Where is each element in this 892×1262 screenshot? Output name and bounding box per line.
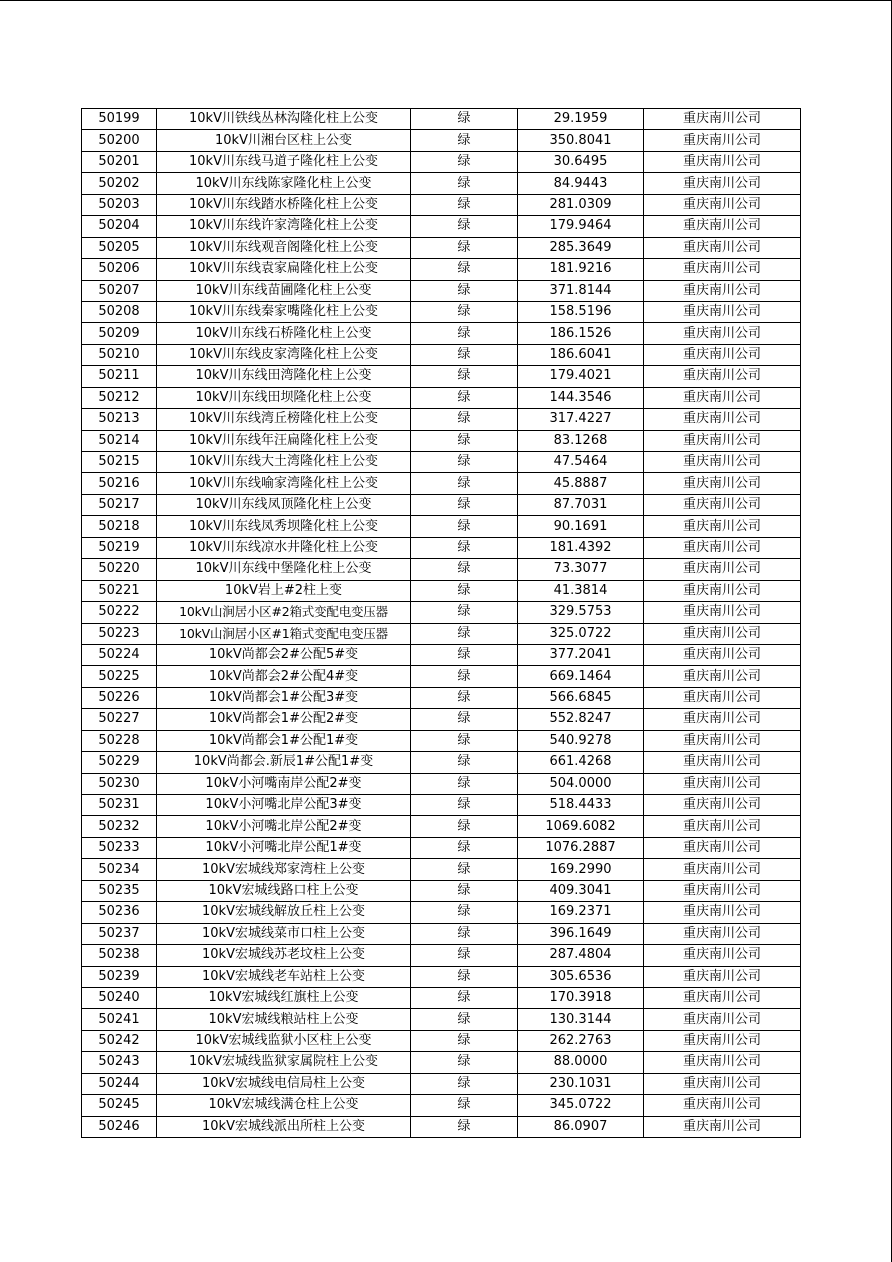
table-row xyxy=(82,880,801,901)
cell-id: 50214 xyxy=(82,430,157,451)
cell-name: 10kV川东线凉水井隆化柱上公变 xyxy=(157,537,411,558)
cell-value: 186.6041 xyxy=(518,344,644,365)
cell-id: 50211 xyxy=(82,366,157,387)
cell-value: 1076.2887 xyxy=(518,837,644,858)
table-row xyxy=(82,644,801,665)
cell-id: 50237 xyxy=(82,923,157,944)
cell-name: 10kV宏城线电信局柱上公变 xyxy=(157,1073,411,1094)
cell-color: 绿 xyxy=(411,537,518,558)
cell-color: 绿 xyxy=(411,1030,518,1051)
table-row xyxy=(82,1116,801,1137)
cell-company: 重庆南川公司 xyxy=(644,237,801,258)
transformer-table xyxy=(81,108,801,1138)
cell-company: 重庆南川公司 xyxy=(644,1095,801,1116)
cell-color: 绿 xyxy=(411,709,518,730)
cell-name: 10kV川铁线丛林沟隆化柱上公变 xyxy=(157,109,411,130)
cell-id: 50218 xyxy=(82,516,157,537)
cell-value: 83.1268 xyxy=(518,430,644,451)
cell-id: 50208 xyxy=(82,301,157,322)
cell-name: 10kV川东线喻家湾隆化柱上公变 xyxy=(157,473,411,494)
cell-id: 50224 xyxy=(82,644,157,665)
table-row xyxy=(82,366,801,387)
table-row xyxy=(82,580,801,601)
cell-name: 10kV宏城线监狱小区柱上公变 xyxy=(157,1030,411,1051)
cell-value: 396.1649 xyxy=(518,923,644,944)
cell-name: 10kV宏城线监狱家属院柱上公变 xyxy=(157,1052,411,1073)
cell-value: 305.6536 xyxy=(518,966,644,987)
cell-color: 绿 xyxy=(411,366,518,387)
cell-color: 绿 xyxy=(411,280,518,301)
cell-company: 重庆南川公司 xyxy=(644,623,801,644)
cell-color: 绿 xyxy=(411,409,518,430)
cell-value: 169.2371 xyxy=(518,902,644,923)
cell-value: 1069.6082 xyxy=(518,816,644,837)
table-row xyxy=(82,1030,801,1051)
cell-id: 50212 xyxy=(82,387,157,408)
table-row xyxy=(82,173,801,194)
cell-company: 重庆南川公司 xyxy=(644,644,801,665)
cell-value: 30.6495 xyxy=(518,151,644,172)
cell-id: 50217 xyxy=(82,494,157,515)
cell-name: 10kV川东线观音阁隆化柱上公变 xyxy=(157,237,411,258)
cell-color: 绿 xyxy=(411,666,518,687)
table-row xyxy=(82,494,801,515)
cell-color: 绿 xyxy=(411,837,518,858)
cell-value: 169.2990 xyxy=(518,859,644,880)
cell-value: 377.2041 xyxy=(518,644,644,665)
cell-name: 10kV宏城线解放丘柱上公变 xyxy=(157,902,411,923)
cell-company: 重庆南川公司 xyxy=(644,130,801,151)
cell-name: 10kV川东线大土湾隆化柱上公变 xyxy=(157,452,411,473)
cell-name: 10kV尚都会.新辰1#公配1#变 xyxy=(157,752,411,773)
table-row xyxy=(82,109,801,130)
table-row xyxy=(82,987,801,1008)
cell-company: 重庆南川公司 xyxy=(644,666,801,687)
cell-color: 绿 xyxy=(411,752,518,773)
cell-company: 重庆南川公司 xyxy=(644,816,801,837)
cell-company: 重庆南川公司 xyxy=(644,987,801,1008)
cell-id: 50203 xyxy=(82,194,157,215)
cell-color: 绿 xyxy=(411,602,518,623)
cell-value: 170.3918 xyxy=(518,987,644,1008)
cell-value: 409.3041 xyxy=(518,880,644,901)
cell-value: 87.7031 xyxy=(518,494,644,515)
cell-id: 50223 xyxy=(82,623,157,644)
table-row xyxy=(82,602,801,623)
cell-company: 重庆南川公司 xyxy=(644,516,801,537)
cell-value: 504.0000 xyxy=(518,773,644,794)
cell-id: 50202 xyxy=(82,173,157,194)
cell-id: 50204 xyxy=(82,216,157,237)
table-row xyxy=(82,773,801,794)
table-row xyxy=(82,816,801,837)
cell-color: 绿 xyxy=(411,773,518,794)
cell-company: 重庆南川公司 xyxy=(644,452,801,473)
table-row xyxy=(82,1052,801,1073)
cell-color: 绿 xyxy=(411,730,518,751)
cell-id: 50200 xyxy=(82,130,157,151)
cell-company: 重庆南川公司 xyxy=(644,1116,801,1137)
cell-color: 绿 xyxy=(411,687,518,708)
cell-company: 重庆南川公司 xyxy=(644,687,801,708)
cell-name: 10kV宏城线苏老坟柱上公变 xyxy=(157,945,411,966)
cell-value: 552.8247 xyxy=(518,709,644,730)
cell-id: 50240 xyxy=(82,987,157,1008)
cell-color: 绿 xyxy=(411,259,518,280)
cell-value: 73.3077 xyxy=(518,559,644,580)
cell-value: 329.5753 xyxy=(518,602,644,623)
cell-value: 86.0907 xyxy=(518,1116,644,1137)
cell-color: 绿 xyxy=(411,387,518,408)
cell-color: 绿 xyxy=(411,923,518,944)
cell-name: 10kV川东线秦家嘴隆化柱上公变 xyxy=(157,301,411,322)
cell-company: 重庆南川公司 xyxy=(644,837,801,858)
cell-company: 重庆南川公司 xyxy=(644,752,801,773)
cell-value: 317.4227 xyxy=(518,409,644,430)
table-row xyxy=(82,795,801,816)
cell-name: 10kV宏城线派出所柱上公变 xyxy=(157,1116,411,1137)
cell-name: 10kV川东线田坝隆化柱上公变 xyxy=(157,387,411,408)
cell-name: 10kV川东线中堡隆化柱上公变 xyxy=(157,559,411,580)
cell-color: 绿 xyxy=(411,945,518,966)
cell-company: 重庆南川公司 xyxy=(644,1009,801,1030)
table-row xyxy=(82,537,801,558)
cell-color: 绿 xyxy=(411,216,518,237)
cell-company: 重庆南川公司 xyxy=(644,430,801,451)
cell-id: 50225 xyxy=(82,666,157,687)
cell-id: 50207 xyxy=(82,280,157,301)
cell-value: 285.3649 xyxy=(518,237,644,258)
cell-id: 50244 xyxy=(82,1073,157,1094)
cell-company: 重庆南川公司 xyxy=(644,366,801,387)
table-row xyxy=(82,859,801,880)
cell-id: 50227 xyxy=(82,709,157,730)
table-row xyxy=(82,837,801,858)
cell-name: 10kV宏城线满仓柱上公变 xyxy=(157,1095,411,1116)
cell-company: 重庆南川公司 xyxy=(644,301,801,322)
cell-name: 10kV川东线许家湾隆化柱上公变 xyxy=(157,216,411,237)
cell-id: 50229 xyxy=(82,752,157,773)
cell-company: 重庆南川公司 xyxy=(644,709,801,730)
cell-color: 绿 xyxy=(411,452,518,473)
cell-name: 10kV宏城线红旗柱上公变 xyxy=(157,987,411,1008)
cell-value: 88.0000 xyxy=(518,1052,644,1073)
cell-id: 50201 xyxy=(82,151,157,172)
cell-name: 10kV川东线袁家扁隆化柱上公变 xyxy=(157,259,411,280)
cell-id: 50209 xyxy=(82,323,157,344)
cell-company: 重庆南川公司 xyxy=(644,494,801,515)
table-row xyxy=(82,194,801,215)
cell-id: 50246 xyxy=(82,1116,157,1137)
table-row xyxy=(82,323,801,344)
cell-value: 179.9464 xyxy=(518,216,644,237)
cell-name: 10kV山涧居小区#1箱式变配电变压器 xyxy=(157,623,411,644)
cell-name: 10kV川东线石桥隆化柱上公变 xyxy=(157,323,411,344)
cell-company: 重庆南川公司 xyxy=(644,1052,801,1073)
cell-value: 181.4392 xyxy=(518,537,644,558)
table-row xyxy=(82,1073,801,1094)
cell-name: 10kV尚都会1#公配1#变 xyxy=(157,730,411,751)
cell-name: 10kV宏城线菜市口柱上公变 xyxy=(157,923,411,944)
cell-id: 50215 xyxy=(82,452,157,473)
cell-company: 重庆南川公司 xyxy=(644,602,801,623)
cell-value: 181.9216 xyxy=(518,259,644,280)
cell-id: 50245 xyxy=(82,1095,157,1116)
cell-value: 371.8144 xyxy=(518,280,644,301)
cell-color: 绿 xyxy=(411,344,518,365)
cell-id: 50222 xyxy=(82,602,157,623)
cell-value: 540.9278 xyxy=(518,730,644,751)
cell-name: 10kV川湘台区柱上公变 xyxy=(157,130,411,151)
cell-company: 重庆南川公司 xyxy=(644,773,801,794)
cell-color: 绿 xyxy=(411,237,518,258)
cell-id: 50228 xyxy=(82,730,157,751)
cell-name: 10kV小河嘴南岸公配2#变 xyxy=(157,773,411,794)
cell-company: 重庆南川公司 xyxy=(644,216,801,237)
cell-name: 10kV川东线年汪扁隆化柱上公变 xyxy=(157,430,411,451)
cell-value: 84.9443 xyxy=(518,173,644,194)
table-row xyxy=(82,151,801,172)
table-row xyxy=(82,559,801,580)
cell-company: 重庆南川公司 xyxy=(644,559,801,580)
cell-color: 绿 xyxy=(411,966,518,987)
cell-company: 重庆南川公司 xyxy=(644,1030,801,1051)
cell-company: 重庆南川公司 xyxy=(644,409,801,430)
table-row xyxy=(82,687,801,708)
cell-color: 绿 xyxy=(411,151,518,172)
cell-id: 50210 xyxy=(82,344,157,365)
table-row xyxy=(82,752,801,773)
cell-name: 10kV小河嘴北岸公配2#变 xyxy=(157,816,411,837)
cell-company: 重庆南川公司 xyxy=(644,323,801,344)
cell-id: 50236 xyxy=(82,902,157,923)
table-row xyxy=(82,516,801,537)
cell-value: 179.4021 xyxy=(518,366,644,387)
cell-value: 186.1526 xyxy=(518,323,644,344)
cell-color: 绿 xyxy=(411,194,518,215)
cell-name: 10kV川东线皮家湾隆化柱上公变 xyxy=(157,344,411,365)
cell-id: 50234 xyxy=(82,859,157,880)
cell-company: 重庆南川公司 xyxy=(644,344,801,365)
cell-id: 50239 xyxy=(82,966,157,987)
cell-color: 绿 xyxy=(411,130,518,151)
cell-color: 绿 xyxy=(411,1052,518,1073)
cell-company: 重庆南川公司 xyxy=(644,902,801,923)
page-top-border xyxy=(0,0,892,1)
cell-color: 绿 xyxy=(411,623,518,644)
table-row xyxy=(82,902,801,923)
cell-name: 10kV宏城线路口柱上公变 xyxy=(157,880,411,901)
table-row xyxy=(82,259,801,280)
cell-color: 绿 xyxy=(411,1073,518,1094)
cell-company: 重庆南川公司 xyxy=(644,795,801,816)
cell-color: 绿 xyxy=(411,880,518,901)
cell-id: 50219 xyxy=(82,537,157,558)
cell-value: 41.3814 xyxy=(518,580,644,601)
table-row xyxy=(82,130,801,151)
table-row xyxy=(82,387,801,408)
cell-id: 50241 xyxy=(82,1009,157,1030)
cell-color: 绿 xyxy=(411,473,518,494)
cell-id: 50199 xyxy=(82,109,157,130)
cell-name: 10kV尚都会2#公配5#变 xyxy=(157,644,411,665)
cell-company: 重庆南川公司 xyxy=(644,473,801,494)
cell-company: 重庆南川公司 xyxy=(644,109,801,130)
cell-id: 50230 xyxy=(82,773,157,794)
cell-color: 绿 xyxy=(411,516,518,537)
cell-name: 10kV尚都会2#公配4#变 xyxy=(157,666,411,687)
cell-name: 10kV宏城线老车站柱上公变 xyxy=(157,966,411,987)
table-row xyxy=(82,966,801,987)
cell-company: 重庆南川公司 xyxy=(644,194,801,215)
cell-color: 绿 xyxy=(411,1095,518,1116)
cell-color: 绿 xyxy=(411,859,518,880)
table-row xyxy=(82,430,801,451)
cell-id: 50243 xyxy=(82,1052,157,1073)
cell-company: 重庆南川公司 xyxy=(644,259,801,280)
cell-value: 281.0309 xyxy=(518,194,644,215)
table-row xyxy=(82,452,801,473)
cell-id: 50221 xyxy=(82,580,157,601)
cell-id: 50231 xyxy=(82,795,157,816)
table-row xyxy=(82,945,801,966)
cell-name: 10kV川东线凤顶隆化柱上公变 xyxy=(157,494,411,515)
cell-id: 50213 xyxy=(82,409,157,430)
cell-value: 230.1031 xyxy=(518,1073,644,1094)
cell-name: 10kV小河嘴北岸公配1#变 xyxy=(157,837,411,858)
cell-color: 绿 xyxy=(411,795,518,816)
table-row xyxy=(82,666,801,687)
cell-value: 90.1691 xyxy=(518,516,644,537)
cell-company: 重庆南川公司 xyxy=(644,280,801,301)
cell-name: 10kV川东线湾丘榜隆化柱上公变 xyxy=(157,409,411,430)
table-row xyxy=(82,237,801,258)
cell-value: 350.8041 xyxy=(518,130,644,151)
cell-name: 10kV尚都会1#公配3#变 xyxy=(157,687,411,708)
cell-color: 绿 xyxy=(411,173,518,194)
cell-value: 158.5196 xyxy=(518,301,644,322)
cell-name: 10kV川东线踏水桥隆化柱上公变 xyxy=(157,194,411,215)
cell-id: 50238 xyxy=(82,945,157,966)
table-row xyxy=(82,301,801,322)
table-row xyxy=(82,709,801,730)
table-row xyxy=(82,280,801,301)
cell-id: 50205 xyxy=(82,237,157,258)
cell-company: 重庆南川公司 xyxy=(644,945,801,966)
cell-name: 10kV川东线马道子隆化柱上公变 xyxy=(157,151,411,172)
cell-value: 287.4804 xyxy=(518,945,644,966)
cell-color: 绿 xyxy=(411,816,518,837)
table-body xyxy=(82,109,801,1138)
cell-color: 绿 xyxy=(411,987,518,1008)
cell-value: 262.2763 xyxy=(518,1030,644,1051)
cell-company: 重庆南川公司 xyxy=(644,966,801,987)
cell-id: 50226 xyxy=(82,687,157,708)
cell-color: 绿 xyxy=(411,644,518,665)
table-row xyxy=(82,1095,801,1116)
cell-color: 绿 xyxy=(411,430,518,451)
cell-id: 50206 xyxy=(82,259,157,280)
cell-id: 50220 xyxy=(82,559,157,580)
cell-value: 45.8887 xyxy=(518,473,644,494)
cell-name: 10kV川东线苗圃隆化柱上公变 xyxy=(157,280,411,301)
cell-color: 绿 xyxy=(411,1009,518,1030)
cell-name: 10kV尚都会1#公配2#变 xyxy=(157,709,411,730)
cell-value: 661.4268 xyxy=(518,752,644,773)
cell-name: 10kV宏城线粮站柱上公变 xyxy=(157,1009,411,1030)
cell-color: 绿 xyxy=(411,559,518,580)
cell-color: 绿 xyxy=(411,323,518,344)
cell-color: 绿 xyxy=(411,1116,518,1137)
cell-id: 50216 xyxy=(82,473,157,494)
cell-company: 重庆南川公司 xyxy=(644,923,801,944)
table-row xyxy=(82,409,801,430)
cell-company: 重庆南川公司 xyxy=(644,730,801,751)
cell-color: 绿 xyxy=(411,580,518,601)
cell-value: 29.1959 xyxy=(518,109,644,130)
cell-name: 10kV川东线凤秀坝隆化柱上公变 xyxy=(157,516,411,537)
cell-value: 566.6845 xyxy=(518,687,644,708)
cell-name: 10kV宏城线郑家湾柱上公变 xyxy=(157,859,411,880)
cell-value: 144.3546 xyxy=(518,387,644,408)
cell-name: 10kV岩上#2柱上变 xyxy=(157,580,411,601)
cell-name: 10kV山涧居小区#2箱式变配电变压器 xyxy=(157,602,411,623)
cell-color: 绿 xyxy=(411,301,518,322)
cell-company: 重庆南川公司 xyxy=(644,387,801,408)
cell-id: 50235 xyxy=(82,880,157,901)
cell-value: 518.4433 xyxy=(518,795,644,816)
cell-company: 重庆南川公司 xyxy=(644,537,801,558)
cell-value: 47.5464 xyxy=(518,452,644,473)
table-row xyxy=(82,344,801,365)
cell-company: 重庆南川公司 xyxy=(644,173,801,194)
cell-company: 重庆南川公司 xyxy=(644,1073,801,1094)
cell-company: 重庆南川公司 xyxy=(644,151,801,172)
cell-id: 50233 xyxy=(82,837,157,858)
cell-color: 绿 xyxy=(411,494,518,515)
cell-id: 50232 xyxy=(82,816,157,837)
cell-value: 325.0722 xyxy=(518,623,644,644)
table-row xyxy=(82,923,801,944)
cell-company: 重庆南川公司 xyxy=(644,880,801,901)
cell-name: 10kV川东线田湾隆化柱上公变 xyxy=(157,366,411,387)
cell-company: 重庆南川公司 xyxy=(644,859,801,880)
cell-value: 345.0722 xyxy=(518,1095,644,1116)
table-row xyxy=(82,473,801,494)
cell-value: 669.1464 xyxy=(518,666,644,687)
table-row xyxy=(82,623,801,644)
table-row xyxy=(82,216,801,237)
cell-id: 50242 xyxy=(82,1030,157,1051)
table-row xyxy=(82,1009,801,1030)
table-row xyxy=(82,730,801,751)
cell-name: 10kV川东线陈家隆化柱上公变 xyxy=(157,173,411,194)
cell-color: 绿 xyxy=(411,902,518,923)
cell-name: 10kV小河嘴北岸公配3#变 xyxy=(157,795,411,816)
cell-color: 绿 xyxy=(411,109,518,130)
cell-value: 130.3144 xyxy=(518,1009,644,1030)
cell-company: 重庆南川公司 xyxy=(644,580,801,601)
